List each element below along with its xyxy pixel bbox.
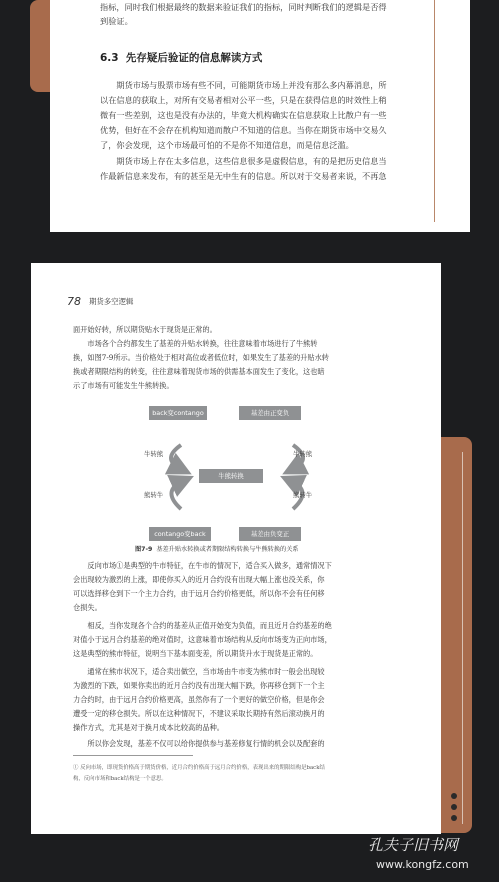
- text-line: 了，你会发现，这个市场最可怕的不是你不知道信息，而是信息泛滥。: [100, 140, 354, 150]
- text-line: 为激烈的下跌，如果你卖出的近月合约没有出现大幅下跌，你再移仓到下一个主: [73, 681, 325, 690]
- label-bull-to-bear-left: 牛转熊: [144, 450, 164, 458]
- page-edge-rule: [462, 452, 463, 824]
- footnote-line: 构，反向市场和back结构是一个意思。: [73, 776, 167, 782]
- text-line: 反向市场①是典型的牛市特征，在牛市的情况下，适合买入做多，通常情况下: [73, 561, 332, 570]
- label-bear-to-bull-left: 熊转牛: [144, 491, 164, 499]
- figure-caption: [135, 544, 299, 553]
- text-line: 市场各个合约都发生了基差的升贴水转换，往往意味着市场进行了牛熊转: [73, 339, 318, 348]
- text-line: 作最新信息来发布，有的甚至是无中生有的信息。所以对于交易者来说，不再急: [100, 171, 387, 181]
- footnote-rule: [73, 755, 193, 756]
- text-line: 换或者期限结构的转变，往往意味着现货市场的供需基本面发生了变化，这也暗: [73, 367, 325, 376]
- footnote-line: ① 反向市场，即现货价格高于期货价格，近月合约价格高于远月合约价格，表现出来的期限结构是back结: [73, 765, 325, 771]
- text-line: 相反，当你发现各个合约的基差从正值开始变为负值，而且近月合约基差的绝: [73, 621, 332, 630]
- text-line: 力合约时，由于远月合约价格更高，虽然你有了一个更好的做空价格，但是你会: [73, 695, 325, 704]
- dot-icon: [451, 793, 457, 799]
- text-line: 通常在熊市状况下，适合卖出做空，当市场由牛市变为熊市时一般会出现较: [73, 667, 325, 676]
- text-line: 会出现较为激烈的上涨，即使你买入的近月合约没有出现大幅上涨也没关系，你: [73, 575, 325, 584]
- box-back-to-contango: back变contango: [149, 406, 207, 420]
- running-head: 期货多空逻辑: [89, 297, 134, 306]
- label-bull-to-bear-right: 牛转熊: [293, 450, 313, 458]
- box-basis-negative-to-positive: 基差由负变正: [239, 527, 301, 541]
- text-line: 期货市场与股票市场有些不同，可能期货市场上并没有那么多内幕消息，所: [100, 80, 387, 90]
- box-bull-bear-switch: 牛熊转换: [199, 469, 263, 483]
- text-line: 微有一些差别，这也是没有办法的，毕竟大机构确实在信息获取上比散户有一些: [100, 110, 387, 120]
- text-line: 优势，但好在不会存在机构知道而散户不知道的信息。当你在期货市场中交易久: [100, 125, 387, 135]
- diagram-arrows: [31, 263, 441, 563]
- section-heading: [100, 50, 262, 65]
- arrow-left-bottom: [171, 481, 183, 509]
- section-title: 先存疑后验证的信息解读方式: [125, 52, 263, 64]
- figure-caption-text: 基差升贴水转换或者期限结构转换与牛熊转换的关系: [156, 546, 299, 553]
- text-line: 示了市场有可能发生牛熊转换。: [73, 381, 174, 390]
- text-line: 遭受一定的移仓损失。所以在这种情况下，不建议采取长期持有然后滚动换月的: [73, 709, 325, 718]
- text-line: 所以你会发现，基差不仅可以给你提供参与基差修复行情的机会以及配套的: [73, 739, 325, 748]
- text-line: 以在信息的获取上，对所有交易者相对公平一些，只是在获得信息的时效性上稍: [100, 95, 387, 105]
- box-basis-positive-to-negative: 基差由正变负: [239, 406, 301, 420]
- text-line: 这是典型的熊市特征，说明当下基本面变差，所以期货升水于现货是正常的。: [73, 649, 318, 658]
- figure-number: 图7-9: [135, 546, 153, 553]
- text-line: 到验证。: [100, 16, 133, 26]
- dot-icon: [451, 815, 457, 821]
- book-page-top: [50, 0, 470, 232]
- page-number: 78: [67, 295, 81, 308]
- text-line: 指标，同时我们根据最终的数据来验证我们的指标，同时判断我们的逻辑是否得: [100, 2, 387, 12]
- text-line: 可以选择移仓到下一个主力合约，由于远月合约价格更低，所以你不会有任何移: [73, 589, 325, 598]
- dot-icon: [451, 804, 457, 810]
- watermark: [368, 834, 498, 882]
- section-number: 6.3: [100, 52, 119, 64]
- watermark-url: www.kongfz.com: [376, 858, 469, 871]
- text-line: 期货市场上存在太多信息，这些信息很多是虚假信息，有的是把历史信息当: [100, 156, 387, 166]
- box-contango-to-back: contango变back: [149, 527, 211, 541]
- label-bear-to-bull-right: 熊转牛: [293, 491, 313, 499]
- book-page-bottom: [31, 263, 441, 834]
- arrow-left-top: [171, 445, 181, 469]
- watermark-text: 孔夫子旧书网: [368, 836, 459, 854]
- text-line: 仓损失。: [73, 603, 102, 612]
- text-line: 面开始好转，所以期货贴水于现货是正常的。: [73, 325, 217, 334]
- page-edge-rule: [434, 0, 435, 222]
- text-line: 换，如图7-9所示。当价格处于相对高位或者低位时，如果发生了基差的升贴水转: [73, 353, 329, 362]
- text-line: 操作方式，尤其是对于换月成本比较高的品种。: [73, 723, 224, 732]
- text-line: 对值小于远月合约基差的绝对值时，这意味着市场结构从反向市场变为正向市场，: [73, 635, 332, 644]
